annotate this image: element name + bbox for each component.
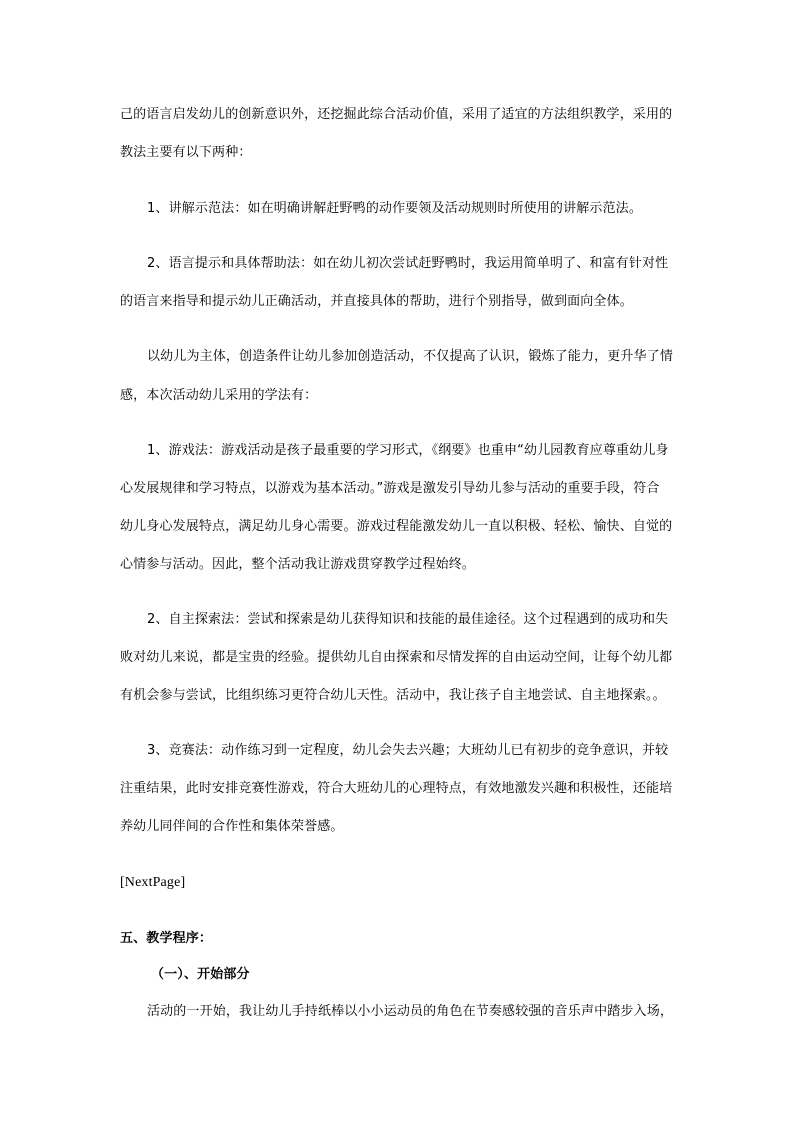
list-item-language-hint: 2、语言提示和具体帮助法：如在幼儿初次尝试赶野鸭时，我运用简单明了、和富有针对性	[147, 256, 669, 271]
paragraph-line: 注重结果，此时安排竞赛性游戏，符合大班幼儿的心理特点，有效地激发兴趣和积极性，还能培	[120, 781, 673, 796]
list-item-self-explore: 2、自主探索法：尝试和探索是幼儿获得知识和技能的最佳途径。这个过程遇到的成功和失	[147, 612, 669, 627]
paragraph-line: 养幼儿同伴间的合作性和集体荣誉感。	[120, 819, 344, 834]
list-item-game-method: 1、游戏法：游戏活动是孩子最重要的学习形式，《纲要》也重申“幼儿园教育应尊重幼儿身	[147, 443, 669, 458]
paragraph-line: 感，本次活动幼儿采用的学法有：	[120, 388, 318, 403]
list-item-explain-demo: 1、讲解示范法：如在明确讲解赶野鸭的动作要领及活动规则时所使用的讲解示范法。	[147, 201, 642, 216]
list-item-competition: 3、竞赛法：动作练习到一定程度，幼儿会失去兴趣；大班幼儿已有初步的竞争意识，并较	[147, 743, 669, 758]
paragraph-line: 幼儿身心发展特点，满足幼儿身心需要。游戏过程能激发幼儿一直以积极、轻松、愉快、自觉的	[120, 519, 673, 534]
section-heading: 五、教学程序：	[120, 931, 213, 946]
paragraph-line: 有机会参与尝试，比组织练习更符合幼儿天性。活动中，我让孩子自主地尝试、自主地探索。。	[120, 688, 666, 703]
paragraph-line: 败对幼儿来说，都是宝贵的经验。提供幼儿自由探索和尽情发挥的自由运动空间，让每个幼儿都	[120, 650, 673, 665]
page-break-marker: [NextPage]	[120, 875, 186, 890]
subsection-heading: （一）、开始部分	[151, 967, 250, 982]
paragraph-line: 以幼儿为主体，创造条件让幼儿参加创造活动，不仅提高了认识，锻炼了能力，更升华了情	[147, 349, 674, 364]
paragraph-line: 己的语言启发幼儿的创新意识外，还挖掘此综合活动价值，采用了适宜的方法组织教学，采用的	[120, 107, 673, 122]
paragraph-line: 心发展规律和学习特点，以游戏为基本活动。”游戏是激发引导幼儿参与活动的重要手段，符合	[120, 481, 660, 496]
paragraph-line: 心情参与活动。因此，整个活动我让游戏贯穿教学过程始终。	[120, 557, 476, 572]
paragraph-line: 的语言来指导和提示幼儿正确活动，并直接具体的帮助，进行个别指导，做到面向全体。	[120, 294, 633, 309]
paragraph-line: 活动的一开始，我让幼儿手持纸棒以小小运动员的角色在节奏感较强的音乐声中踏步入场，	[147, 1004, 674, 1019]
paragraph-line: 教法主要有以下两种：	[120, 145, 252, 160]
